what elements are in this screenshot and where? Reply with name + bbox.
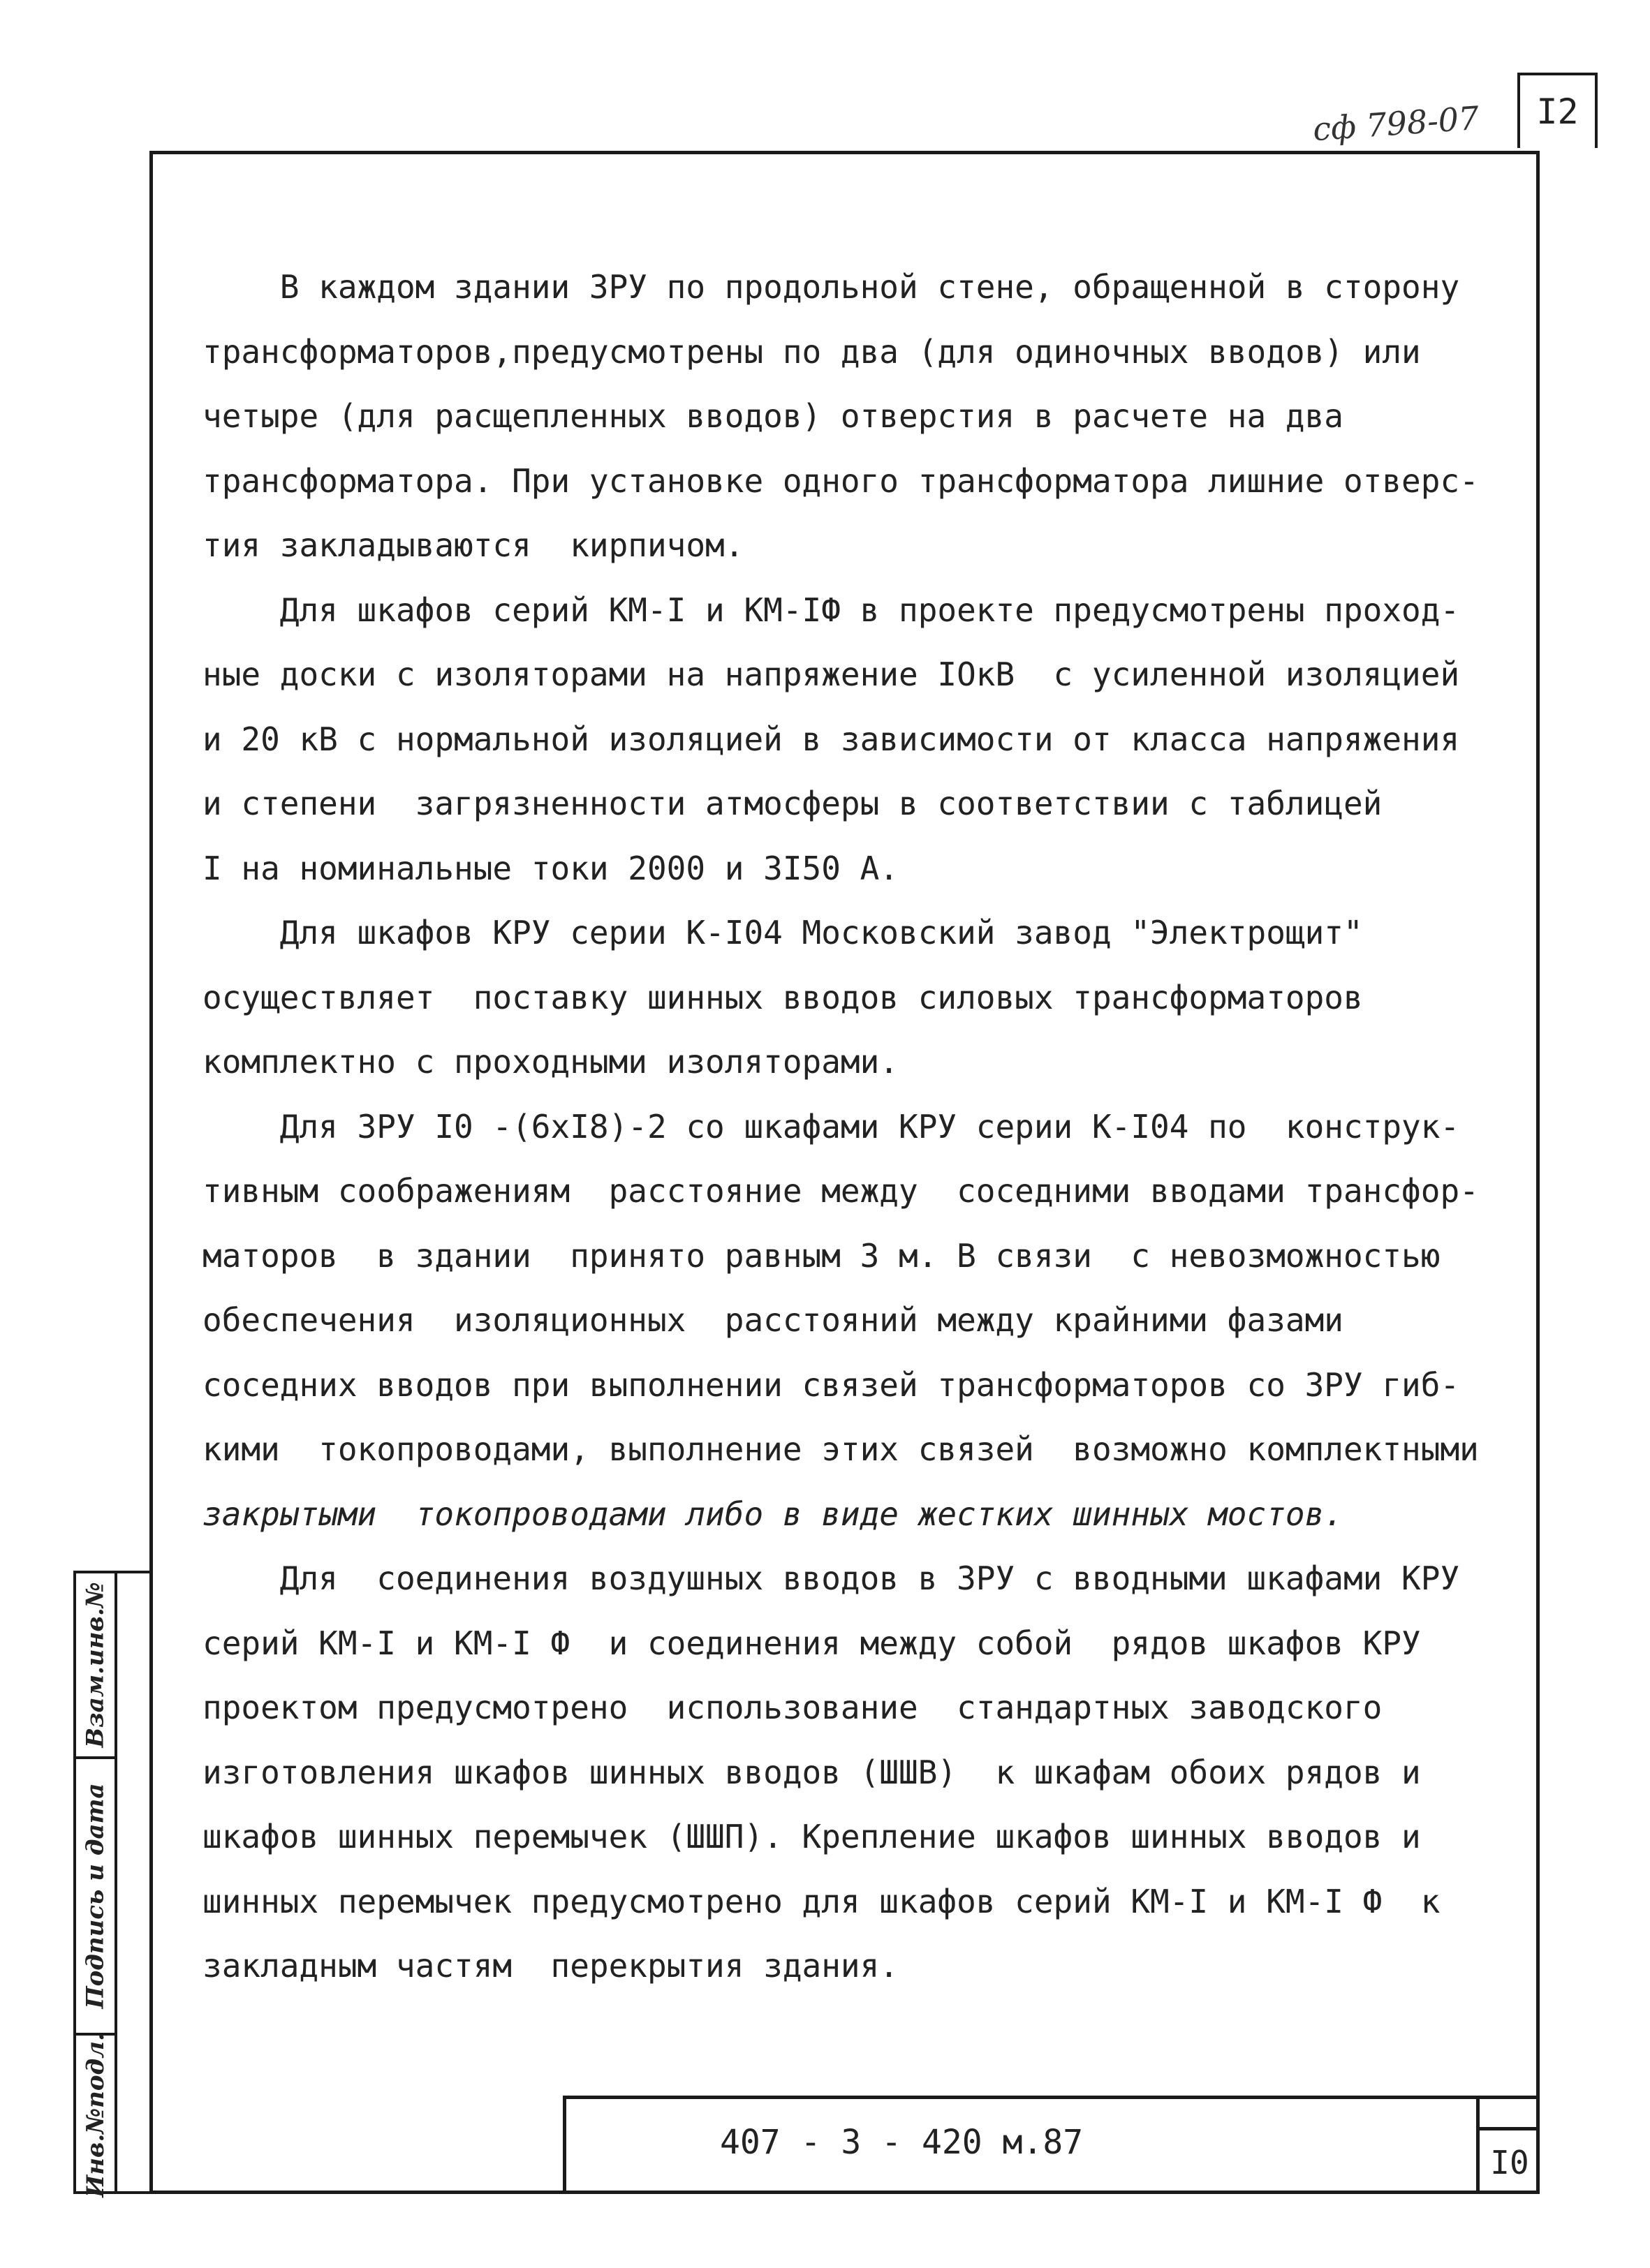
side-cell-inv	[76, 2032, 115, 2197]
side-cell-vzam	[76, 1573, 115, 1759]
text-line: обеспечения изоляционных расстояний между крайними фазами	[202, 1301, 1343, 1339]
paragraph	[202, 1095, 1515, 1547]
paragraph	[202, 255, 1515, 578]
text-line: и степени загрязненности атмосферы в соответствии с таблицей	[202, 785, 1383, 822]
text-line: тивным соображениям расстояние между соседними вводами трансфор-	[202, 1172, 1479, 1210]
text-line: Для ЗРУ I0 -(6хI8)-2 со шкафами КРУ серии К-I04 по конструк-	[202, 1107, 1460, 1146]
text-line: комплектно с проходными изоляторами.	[202, 1043, 899, 1081]
text-line: закладным частям перекрытия здания.	[202, 1947, 899, 1985]
sheet-number-top	[1517, 73, 1598, 148]
text-line: Для соединения воздушных вводов в ЗРУ с вводными шкафами КРУ	[202, 1559, 1460, 1597]
text-line: четыре (для расщепленных вводов) отверстия в расчете на два	[202, 397, 1343, 435]
text-line: ные доски с изоляторами на напряжение IОкВ с усиленной изоляцией	[202, 655, 1460, 693]
text-line: изготовления шкафов шинных вводов (ШШВ) к шкафам обоих рядов и	[202, 1753, 1421, 1791]
text-line: маторов в здании принято равным 3 м. В связи с невозможностью	[202, 1236, 1441, 1275]
side-label-podpis: Подпись и дата	[81, 1783, 110, 2009]
paragraph	[202, 578, 1515, 901]
text-line: и 20 кВ с нормальной изоляцией в зависимости от класса напряжения	[202, 720, 1460, 758]
text-line: В каждом здании ЗРУ по продольной стене, обращенной в сторону	[202, 268, 1460, 306]
text-line: закрытыми токопроводами либо в виде жестких шинных мостов.	[202, 1495, 1343, 1533]
side-label-inv: Инв.№подл.	[81, 2032, 110, 2197]
paragraph	[202, 1546, 1515, 1999]
side-cell-podpis	[76, 1759, 115, 2036]
document-body	[202, 255, 1515, 1999]
text-line: Для шкафов серий КМ-I и КМ-IФ в проекте предусмотрены проход-	[202, 591, 1460, 629]
paragraph	[202, 900, 1515, 1095]
stamp-sheet-number: I0	[1480, 2127, 1540, 2194]
text-line: трансформаторов,предусмотрены по два (для одиночных вводов) или	[202, 332, 1421, 371]
text-line: шинных перемычек предусмотрено для шкафов серий КМ-I и КМ-I Ф к	[202, 1882, 1441, 1920]
text-line: I на номинальные токи 2000 и 3I50 А.	[202, 849, 899, 887]
text-line: осуществляет поставку шинных вводов силовых трансформаторов	[202, 978, 1363, 1016]
text-line: кими токопроводами, выполнение этих связей возможно комплектными	[202, 1430, 1479, 1468]
text-line: соседних вводов при выполнении связей трансформаторов со ЗРУ гиб-	[202, 1365, 1460, 1404]
text-line: трансформатора. При установке одного трансформатора лишние отверс-	[202, 461, 1479, 500]
sheet-number-top-value: I2	[1536, 91, 1579, 132]
document-code: сф 798-07	[1311, 98, 1480, 149]
side-label-vzam: Взам.инв.№	[81, 1582, 110, 1748]
stamp-sheet-cell	[1476, 2099, 1540, 2194]
stamp-document-code: 407 - 3 - 420 м.87	[720, 2123, 1084, 2162]
side-strip-divider	[115, 1573, 117, 2191]
title-block-stamp	[563, 2096, 1540, 2194]
text-line: шкафов шинных перемычек (ШШП). Крепление шкафов шинных вводов и	[202, 1818, 1421, 1855]
text-line: Для шкафов КРУ серии К-I04 Московский завод "Электрощит"	[202, 914, 1363, 951]
text-line: серий КМ-I и КМ-I Ф и соединения между собой рядов шкафов КРУ	[202, 1624, 1421, 1662]
text-line: тия закладываются кирпичом.	[202, 526, 744, 564]
text-line: проектом предусмотрено использование стандартных заводского	[202, 1689, 1383, 1726]
side-approval-strip	[73, 1571, 152, 2197]
